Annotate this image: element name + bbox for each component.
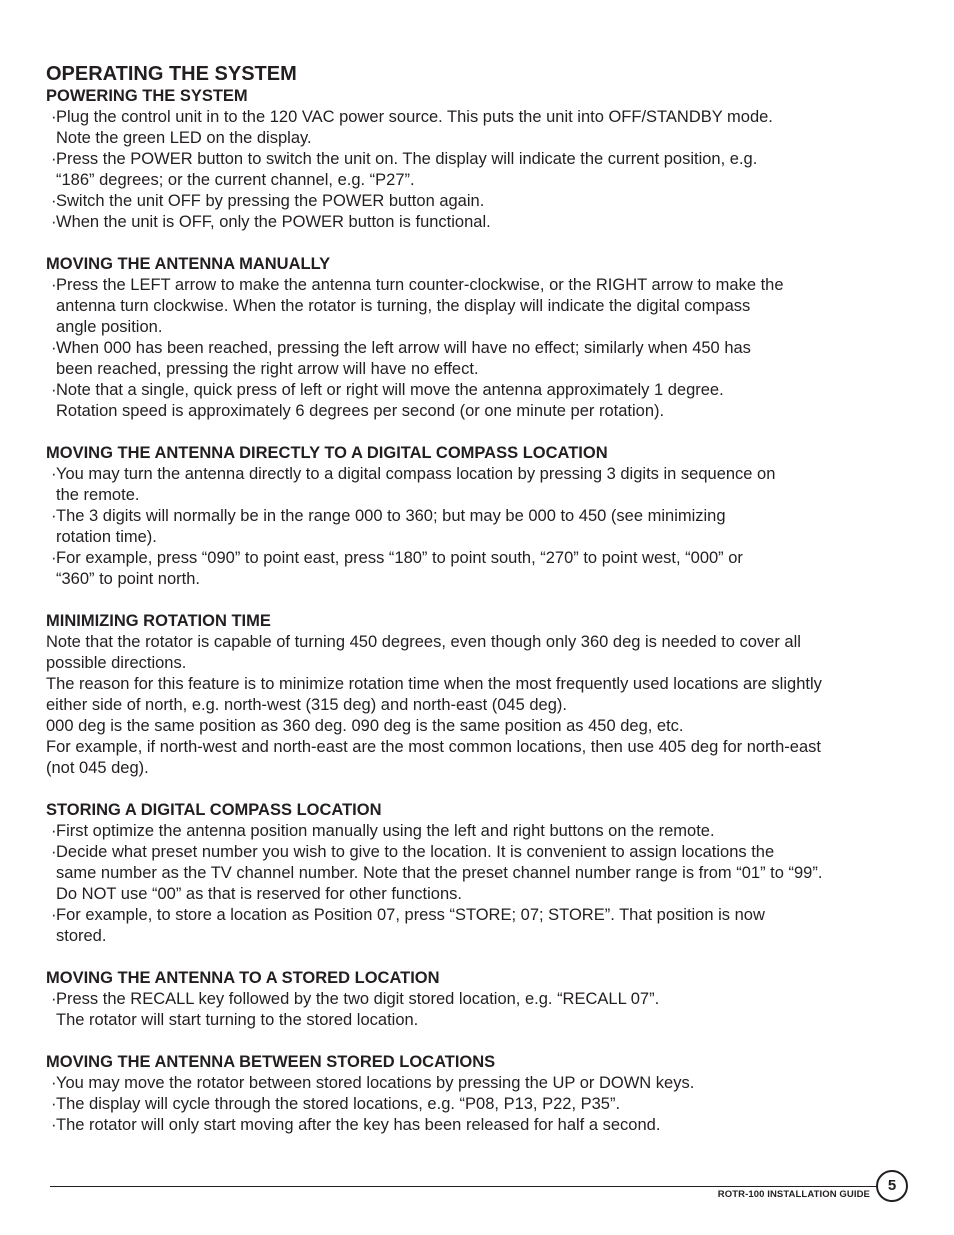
- paragraph-line: either side of north, e.g. north-west (315 deg) and north-east (045 deg).: [46, 696, 567, 714]
- section-storing: [46, 800, 931, 947]
- section-manual: [46, 254, 931, 422]
- bullet-item: · You may turn the antenna directly to a digital compass location by pressing 3 digits in sequence on: [51, 465, 776, 483]
- bullet-item: · For example, press “090” to point east, press “180” to point south, “270” to point west, “000” or: [51, 549, 743, 567]
- section-heading: MOVING THE ANTENNA BETWEEN STORED LOCATIONS: [46, 1053, 496, 1071]
- paragraph-line: The reason for this feature is to minimize rotation time when the most frequently used locations are slightly: [46, 675, 822, 693]
- section-stored-location: [46, 968, 931, 1031]
- bullet-item: · When 000 has been reached, pressing the left arrow will have no effect; similarly when 450 has: [51, 339, 751, 357]
- bullet-item: · Switch the unit OFF by pressing the POWER button again.: [51, 192, 485, 210]
- page-title: OPERATING THE SYSTEM: [46, 63, 297, 85]
- bullet-item: · Press the LEFT arrow to make the antenna turn counter-clockwise, or the RIGHT arrow to make the: [51, 276, 784, 294]
- paragraph-line: Note that the rotator is capable of turning 450 degrees, even though only 360 deg is needed to cover all: [46, 633, 801, 651]
- section-heading: MOVING THE ANTENNA DIRECTLY TO A DIGITAL COMPASS LOCATION: [46, 444, 608, 462]
- section-heading: MOVING THE ANTENNA MANUALLY: [46, 255, 331, 273]
- paragraph-line: For example, if north-west and north-east are the most common locations, then use 405 deg for north-east: [46, 738, 821, 756]
- section-heading: MINIMIZING ROTATION TIME: [46, 612, 271, 630]
- bullet-item: · You may move the rotator between stored locations by pressing the UP or DOWN keys.: [51, 1074, 695, 1092]
- bullet-item: · For example, to store a location as Position 07, press “STORE; 07; STORE”. That position is now: [51, 906, 765, 924]
- bullet-item: · Press the POWER button to switch the unit on. The display will indicate the current position, e.g.: [51, 150, 758, 168]
- section-minimizing: [46, 611, 931, 779]
- bullet-continuation: Rotation speed is approximately 6 degrees per second (or one minute per rotation).: [56, 402, 665, 420]
- footer-label: ROTR-100 INSTALLATION GUIDE: [717, 1189, 870, 1200]
- bullet-item: · The display will cycle through the stored locations, e.g. “P08, P13, P22, P35”.: [51, 1095, 621, 1113]
- section-powering: [46, 86, 931, 233]
- section-direct: [46, 443, 931, 590]
- bullet-item: · The 3 digits will normally be in the range 000 to 360; but may be 000 to 450 (see minimizing: [51, 507, 726, 525]
- bullet-continuation: Do NOT use “00” as that is reserved for other functions.: [56, 885, 462, 903]
- bullet-item: · Note that a single, quick press of left or right will move the antenna approximately 1 degree.: [51, 381, 724, 399]
- section-heading: POWERING THE SYSTEM: [46, 87, 248, 105]
- bullet-continuation: The rotator will start turning to the stored location.: [56, 1011, 419, 1029]
- section-heading: MOVING THE ANTENNA TO A STORED LOCATION: [46, 969, 440, 987]
- bullet-continuation: antenna turn clockwise. When the rotator is turning, the display will indicate the digital compass: [56, 297, 751, 315]
- bullet-continuation: rotation time).: [56, 528, 157, 546]
- bullet-item: · Plug the control unit in to the 120 VAC power source. This puts the unit into OFF/STANDBY mode.: [51, 108, 773, 126]
- bullet-continuation: Note the green LED on the display.: [56, 129, 312, 147]
- section-heading: STORING A DIGITAL COMPASS LOCATION: [46, 801, 382, 819]
- bullet-continuation: angle position.: [56, 318, 163, 336]
- bullet-continuation: “360” to point north.: [56, 570, 201, 588]
- section-between-locations: [46, 1052, 931, 1136]
- bullet-item: · Decide what preset number you wish to give to the location. It is convenient to assign locations the: [51, 843, 775, 861]
- paragraph-line: possible directions.: [46, 654, 187, 672]
- page-number-badge: 5: [876, 1170, 908, 1202]
- page-content: [46, 62, 931, 1157]
- bullet-item: · When the unit is OFF, only the POWER button is functional.: [51, 213, 491, 231]
- bullet-item: · Press the RECALL key followed by the two digit stored location, e.g. “RECALL 07”.: [51, 990, 660, 1008]
- bullet-item: · The rotator will only start moving after the key has been released for half a second.: [51, 1116, 661, 1134]
- footer-divider: [50, 1186, 880, 1187]
- bullet-item: · First optimize the antenna position manually using the left and right buttons on the remote.: [51, 822, 715, 840]
- paragraph-line: 000 deg is the same position as 360 deg. 090 deg is the same position as 450 deg, etc.: [46, 717, 684, 735]
- bullet-continuation: “186” degrees; or the current channel, e.g. “P27”.: [56, 171, 415, 189]
- bullet-continuation: same number as the TV channel number. Note that the preset channel number range is from “01” to “99”.: [56, 864, 823, 882]
- paragraph-line: (not 045 deg).: [46, 759, 149, 777]
- bullet-continuation: been reached, pressing the right arrow will have no effect.: [56, 360, 479, 378]
- bullet-continuation: stored.: [56, 927, 107, 945]
- bullet-continuation: the remote.: [56, 486, 140, 504]
